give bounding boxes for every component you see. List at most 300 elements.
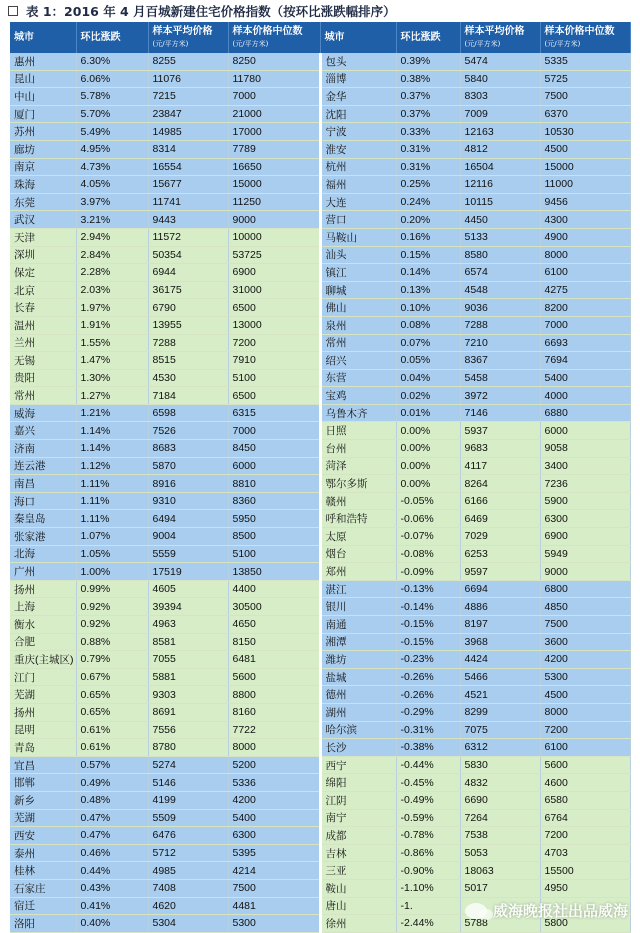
avg-price-cell: 9036	[460, 299, 540, 317]
checkbox-icon	[8, 6, 18, 16]
city-cell: 马鞍山	[320, 228, 396, 246]
city-cell: 鞍山	[320, 879, 396, 897]
median-price-cell: 7236	[540, 475, 630, 493]
table-row	[10, 510, 630, 528]
city-cell: 郑州	[320, 563, 396, 581]
avg-price-cell: 7408	[148, 879, 228, 897]
city-cell: 威海	[10, 404, 76, 422]
city-cell: 珠海	[10, 176, 76, 194]
median-price-cell: 5600	[228, 668, 320, 686]
change-cell: 0.47%	[76, 809, 148, 827]
change-cell: 0.49%	[76, 774, 148, 792]
change-cell: 2.03%	[76, 281, 148, 299]
change-cell: -2.44%	[396, 915, 460, 933]
median-price-cell: 7200	[540, 827, 630, 845]
median-price-cell: 8450	[228, 440, 320, 458]
avg-price-cell: 5840	[460, 70, 540, 88]
table-row	[10, 404, 630, 422]
median-price-cell: 4300	[540, 211, 630, 229]
median-price-cell: 4900	[540, 228, 630, 246]
avg-price-cell: 4886	[460, 598, 540, 616]
table-body	[10, 53, 630, 932]
median-price-cell: 5395	[228, 844, 320, 862]
avg-price-cell: 18063	[460, 862, 540, 880]
table-row	[10, 668, 630, 686]
city-cell: 扬州	[10, 580, 76, 598]
avg-price-cell: 9310	[148, 492, 228, 510]
city-cell: 赣州	[320, 492, 396, 510]
median-price-cell: 4400	[228, 580, 320, 598]
avg-price-cell: 6598	[148, 404, 228, 422]
city-cell: 邯郸	[10, 774, 76, 792]
city-cell: 中山	[10, 88, 76, 106]
city-cell: 长春	[10, 299, 76, 317]
avg-price-cell: 14985	[148, 123, 228, 141]
change-cell: 0.33%	[396, 123, 460, 141]
median-price-cell: 6481	[228, 651, 320, 669]
table-row	[10, 70, 630, 88]
change-cell: 0.31%	[396, 140, 460, 158]
median-price-cell: 4850	[540, 598, 630, 616]
avg-price-cell: 36175	[148, 281, 228, 299]
avg-price-cell: 11076	[148, 70, 228, 88]
city-cell: 太原	[320, 528, 396, 546]
city-cell: 台州	[320, 440, 396, 458]
avg-price-cell: 15677	[148, 176, 228, 194]
avg-price-cell: 8691	[148, 703, 228, 721]
city-cell: 福州	[320, 176, 396, 194]
avg-price-cell: 8264	[460, 475, 540, 493]
median-price-cell: 10530	[540, 123, 630, 141]
table-row	[10, 281, 630, 299]
change-cell: 0.41%	[76, 897, 148, 915]
change-cell: 0.00%	[396, 475, 460, 493]
city-cell: 绵阳	[320, 774, 396, 792]
city-cell: 厦门	[10, 105, 76, 123]
table-row	[10, 193, 630, 211]
avg-price-cell: 3968	[460, 633, 540, 651]
change-cell: -0.23%	[396, 651, 460, 669]
city-cell: 烟台	[320, 545, 396, 563]
median-price-cell: 8800	[228, 686, 320, 704]
city-cell: 重庆(主城区)	[10, 651, 76, 669]
change-cell: 4.05%	[76, 176, 148, 194]
median-price-cell: 5335	[540, 53, 630, 70]
change-cell: 1.11%	[76, 475, 148, 493]
avg-price-cell: 9597	[460, 563, 540, 581]
change-cell: 2.94%	[76, 228, 148, 246]
avg-price-cell: 7146	[460, 404, 540, 422]
avg-price-cell: 4199	[148, 791, 228, 809]
median-price-cell: 4200	[540, 651, 630, 669]
change-cell: 1.21%	[76, 404, 148, 422]
header-change: 环比涨跌	[76, 22, 148, 53]
change-cell: 1.11%	[76, 510, 148, 528]
table-row	[10, 457, 630, 475]
change-cell: 0.37%	[396, 105, 460, 123]
change-cell: -0.26%	[396, 668, 460, 686]
change-cell: 0.10%	[396, 299, 460, 317]
avg-price-cell: 12116	[460, 176, 540, 194]
median-price-cell: 6100	[540, 739, 630, 757]
avg-price-cell: 23847	[148, 105, 228, 123]
change-cell: -0.15%	[396, 616, 460, 634]
city-cell: 江阴	[320, 791, 396, 809]
avg-price-cell: 4521	[460, 686, 540, 704]
avg-price-cell: 8255	[148, 53, 228, 70]
table-title-text: 表 1：2016 年 4 月百城新建住宅价格指数（按环比涨跌幅排序）	[26, 2, 396, 20]
change-cell: -0.31%	[396, 721, 460, 739]
median-price-cell: 9058	[540, 440, 630, 458]
avg-price-cell: 4620	[148, 897, 228, 915]
city-cell: 常州	[320, 334, 396, 352]
avg-price-cell: 5146	[148, 774, 228, 792]
change-cell: 1.30%	[76, 369, 148, 387]
median-price-cell: 6580	[540, 791, 630, 809]
change-cell: 0.99%	[76, 580, 148, 598]
avg-price-cell: 6944	[148, 264, 228, 282]
avg-price-cell: 8780	[148, 739, 228, 757]
avg-price-cell: 5509	[148, 809, 228, 827]
city-cell: 营口	[320, 211, 396, 229]
city-cell: 湘潭	[320, 633, 396, 651]
table-row	[10, 703, 630, 721]
change-cell: 4.73%	[76, 158, 148, 176]
change-cell: 0.65%	[76, 686, 148, 704]
median-price-cell: 4000	[540, 387, 630, 405]
median-price-cell: 5900	[540, 492, 630, 510]
avg-price-cell: 4117	[460, 457, 540, 475]
table-row	[10, 721, 630, 739]
median-price-cell: 5400	[228, 809, 320, 827]
median-price-cell: 13000	[228, 316, 320, 334]
avg-price-cell: 8314	[148, 140, 228, 158]
city-cell: 日照	[320, 422, 396, 440]
change-cell: 1.14%	[76, 440, 148, 458]
change-cell: 5.70%	[76, 105, 148, 123]
change-cell: 0.01%	[396, 404, 460, 422]
change-cell: -0.08%	[396, 545, 460, 563]
median-price-cell: 7200	[540, 721, 630, 739]
median-price-cell: 15000	[540, 158, 630, 176]
median-price-cell: 7789	[228, 140, 320, 158]
median-price-cell: 5100	[228, 369, 320, 387]
city-cell: 长沙	[320, 739, 396, 757]
change-cell: 1.12%	[76, 457, 148, 475]
change-cell: 0.65%	[76, 703, 148, 721]
median-price-cell: 31000	[228, 281, 320, 299]
change-cell: 0.67%	[76, 668, 148, 686]
city-cell: 深圳	[10, 246, 76, 264]
city-cell: 无锡	[10, 352, 76, 370]
avg-price-cell: 5559	[148, 545, 228, 563]
table-row	[10, 598, 630, 616]
city-cell: 湛江	[320, 580, 396, 598]
median-price-cell: 8810	[228, 475, 320, 493]
median-price-cell: 5950	[228, 510, 320, 528]
change-cell: -0.06%	[396, 510, 460, 528]
table-row	[10, 580, 630, 598]
avg-price-cell: 5458	[460, 369, 540, 387]
table-row	[10, 563, 630, 581]
change-cell: 0.92%	[76, 616, 148, 634]
city-cell: 保定	[10, 264, 76, 282]
change-cell: 4.95%	[76, 140, 148, 158]
table-row	[10, 105, 630, 123]
city-cell: 连云港	[10, 457, 76, 475]
table-row	[10, 246, 630, 264]
median-price-cell: 15000	[228, 176, 320, 194]
avg-price-cell: 5937	[460, 422, 540, 440]
avg-price-cell: 6253	[460, 545, 540, 563]
avg-price-cell: 4812	[460, 140, 540, 158]
table-row	[10, 528, 630, 546]
city-cell: 张家港	[10, 528, 76, 546]
change-cell: 1.55%	[76, 334, 148, 352]
table-row	[10, 827, 630, 845]
median-price-cell: 11000	[540, 176, 630, 194]
change-cell: 1.11%	[76, 492, 148, 510]
city-cell: 常州	[10, 387, 76, 405]
city-cell: 湖州	[320, 703, 396, 721]
header-city: 城市	[320, 22, 396, 53]
median-price-cell: 6500	[228, 299, 320, 317]
avg-price-cell: 5304	[148, 915, 228, 933]
table-title	[0, 0, 640, 22]
table-row	[10, 686, 630, 704]
avg-price-cell: 7288	[148, 334, 228, 352]
table-row	[10, 492, 630, 510]
city-cell: 南昌	[10, 475, 76, 493]
avg-price-cell: 6476	[148, 827, 228, 845]
median-price-cell: 8250	[228, 53, 320, 70]
header-avg-price: 样本平均价格 (元/平方米)	[148, 22, 228, 53]
city-cell: 绍兴	[320, 352, 396, 370]
city-cell: 衡水	[10, 616, 76, 634]
city-cell: 包头	[320, 53, 396, 70]
median-price-cell: 5100	[228, 545, 320, 563]
change-cell: 1.47%	[76, 352, 148, 370]
table-row	[10, 422, 630, 440]
change-cell: 1.05%	[76, 545, 148, 563]
table-row	[10, 211, 630, 229]
city-cell: 廊坊	[10, 140, 76, 158]
city-cell: 宝鸡	[320, 387, 396, 405]
avg-price-cell: 5017	[460, 879, 540, 897]
change-cell: -0.29%	[396, 703, 460, 721]
change-cell: 0.25%	[396, 176, 460, 194]
city-cell: 宁波	[320, 123, 396, 141]
city-cell: 吉林	[320, 844, 396, 862]
change-cell: 0.13%	[396, 281, 460, 299]
median-price-cell: 6764	[540, 809, 630, 827]
city-cell: 成都	[320, 827, 396, 845]
city-cell: 佛山	[320, 299, 396, 317]
table-row	[10, 316, 630, 334]
table-row	[10, 53, 630, 70]
avg-price-cell: 16554	[148, 158, 228, 176]
city-cell: 聊城	[320, 281, 396, 299]
table-row	[10, 739, 630, 757]
avg-price-cell: 4605	[148, 580, 228, 598]
change-cell: 0.40%	[76, 915, 148, 933]
city-cell: 呼和浩特	[320, 510, 396, 528]
city-cell: 江门	[10, 668, 76, 686]
avg-price-cell: 4985	[148, 862, 228, 880]
median-price-cell: 7000	[228, 422, 320, 440]
change-cell: 0.08%	[396, 316, 460, 334]
city-cell: 杭州	[320, 158, 396, 176]
change-cell: 0.07%	[396, 334, 460, 352]
avg-price-cell: 5881	[148, 668, 228, 686]
change-cell: 0.79%	[76, 651, 148, 669]
change-cell: 0.02%	[396, 387, 460, 405]
change-cell: 5.78%	[76, 88, 148, 106]
avg-price-cell: 7184	[148, 387, 228, 405]
avg-price-cell: 5274	[148, 756, 228, 774]
change-cell: -0.49%	[396, 791, 460, 809]
median-price-cell: 13850	[228, 563, 320, 581]
median-price-cell: 8500	[228, 528, 320, 546]
avg-price-cell: 39394	[148, 598, 228, 616]
city-cell: 镇江	[320, 264, 396, 282]
median-price-cell: 8200	[540, 299, 630, 317]
city-cell: 北海	[10, 545, 76, 563]
city-cell: 北京	[10, 281, 76, 299]
median-price-cell: 30500	[228, 598, 320, 616]
median-price-cell: 5200	[228, 756, 320, 774]
city-cell: 三亚	[320, 862, 396, 880]
median-price-cell: 6500	[228, 387, 320, 405]
avg-price-cell: 6790	[148, 299, 228, 317]
avg-price-cell: 6694	[460, 580, 540, 598]
median-price-cell: 5336	[228, 774, 320, 792]
city-cell: 昆山	[10, 70, 76, 88]
change-cell: 0.37%	[396, 88, 460, 106]
change-cell: -0.45%	[396, 774, 460, 792]
city-cell: 盐城	[320, 668, 396, 686]
median-price-cell: 10000	[228, 228, 320, 246]
avg-price-cell: 8515	[148, 352, 228, 370]
city-cell: 淮安	[320, 140, 396, 158]
table-row	[10, 264, 630, 282]
city-cell: 西宁	[320, 756, 396, 774]
city-cell: 兰州	[10, 334, 76, 352]
table-row	[10, 88, 630, 106]
table-row	[10, 862, 630, 880]
table-row	[10, 440, 630, 458]
change-cell: 0.00%	[396, 457, 460, 475]
change-cell: 3.21%	[76, 211, 148, 229]
change-cell: 0.15%	[396, 246, 460, 264]
avg-price-cell: 17519	[148, 563, 228, 581]
change-cell: 0.04%	[396, 369, 460, 387]
city-cell: 汕头	[320, 246, 396, 264]
city-cell: 芜湖	[10, 686, 76, 704]
change-cell: -0.14%	[396, 598, 460, 616]
city-cell: 乌鲁木齐	[320, 404, 396, 422]
median-price-cell: 8160	[228, 703, 320, 721]
median-price-cell: 5400	[540, 369, 630, 387]
city-cell: 菏泽	[320, 457, 396, 475]
change-cell: 0.31%	[396, 158, 460, 176]
avg-price-cell: 8303	[460, 88, 540, 106]
median-price-cell: 6100	[540, 264, 630, 282]
city-cell: 潍坊	[320, 651, 396, 669]
avg-price-cell: 8916	[148, 475, 228, 493]
watermark	[465, 900, 628, 921]
avg-price-cell: 4530	[148, 369, 228, 387]
change-cell: 0.20%	[396, 211, 460, 229]
change-cell: 1.91%	[76, 316, 148, 334]
city-cell: 新乡	[10, 791, 76, 809]
median-price-cell: 53725	[228, 246, 320, 264]
change-cell: -0.09%	[396, 563, 460, 581]
median-price-cell: 5725	[540, 70, 630, 88]
avg-price-cell: 7538	[460, 827, 540, 845]
city-cell: 金华	[320, 88, 396, 106]
table-row	[10, 158, 630, 176]
change-cell: 2.28%	[76, 264, 148, 282]
city-cell: 银川	[320, 598, 396, 616]
avg-price-cell: 7009	[460, 105, 540, 123]
avg-price-cell: 8581	[148, 633, 228, 651]
watermark-text: 威海晚报社出品威海	[493, 900, 628, 921]
change-cell: -0.15%	[396, 633, 460, 651]
avg-price-cell: 12163	[460, 123, 540, 141]
change-cell: 0.44%	[76, 862, 148, 880]
avg-price-cell: 5788	[460, 915, 540, 933]
avg-price-cell: 7526	[148, 422, 228, 440]
median-price-cell: 6000	[540, 422, 630, 440]
change-cell: 2.84%	[76, 246, 148, 264]
avg-price-cell: 5712	[148, 844, 228, 862]
median-price-cell: 5600	[540, 756, 630, 774]
median-price-cell: 16650	[228, 158, 320, 176]
change-cell: 0.88%	[76, 633, 148, 651]
avg-price-cell: 4832	[460, 774, 540, 792]
median-price-cell: 6370	[540, 105, 630, 123]
avg-price-cell: 4424	[460, 651, 540, 669]
change-cell: 1.14%	[76, 422, 148, 440]
median-price-cell: 8360	[228, 492, 320, 510]
table-row	[10, 299, 630, 317]
city-cell: 南京	[10, 158, 76, 176]
city-cell: 沈阳	[320, 105, 396, 123]
median-price-cell: 5800	[540, 915, 630, 933]
city-cell: 泉州	[320, 316, 396, 334]
city-cell: 东莞	[10, 193, 76, 211]
table-row	[10, 791, 630, 809]
city-cell: 芜湖	[10, 809, 76, 827]
avg-price-cell: 6312	[460, 739, 540, 757]
median-price-cell: 4500	[540, 140, 630, 158]
median-price-cell: 6300	[540, 510, 630, 528]
city-cell: 唐山	[320, 897, 396, 915]
avg-price-cell: 7210	[460, 334, 540, 352]
city-cell: 合肥	[10, 633, 76, 651]
median-price-cell: 6900	[540, 528, 630, 546]
median-price-cell: 4214	[228, 862, 320, 880]
avg-price-cell: 13955	[148, 316, 228, 334]
median-price-cell: 3600	[540, 633, 630, 651]
table-row	[10, 651, 630, 669]
avg-price-cell: 7288	[460, 316, 540, 334]
avg-price-cell: 5133	[460, 228, 540, 246]
avg-price-cell: 9303	[148, 686, 228, 704]
median-price-cell: 6900	[228, 264, 320, 282]
change-cell: 5.49%	[76, 123, 148, 141]
